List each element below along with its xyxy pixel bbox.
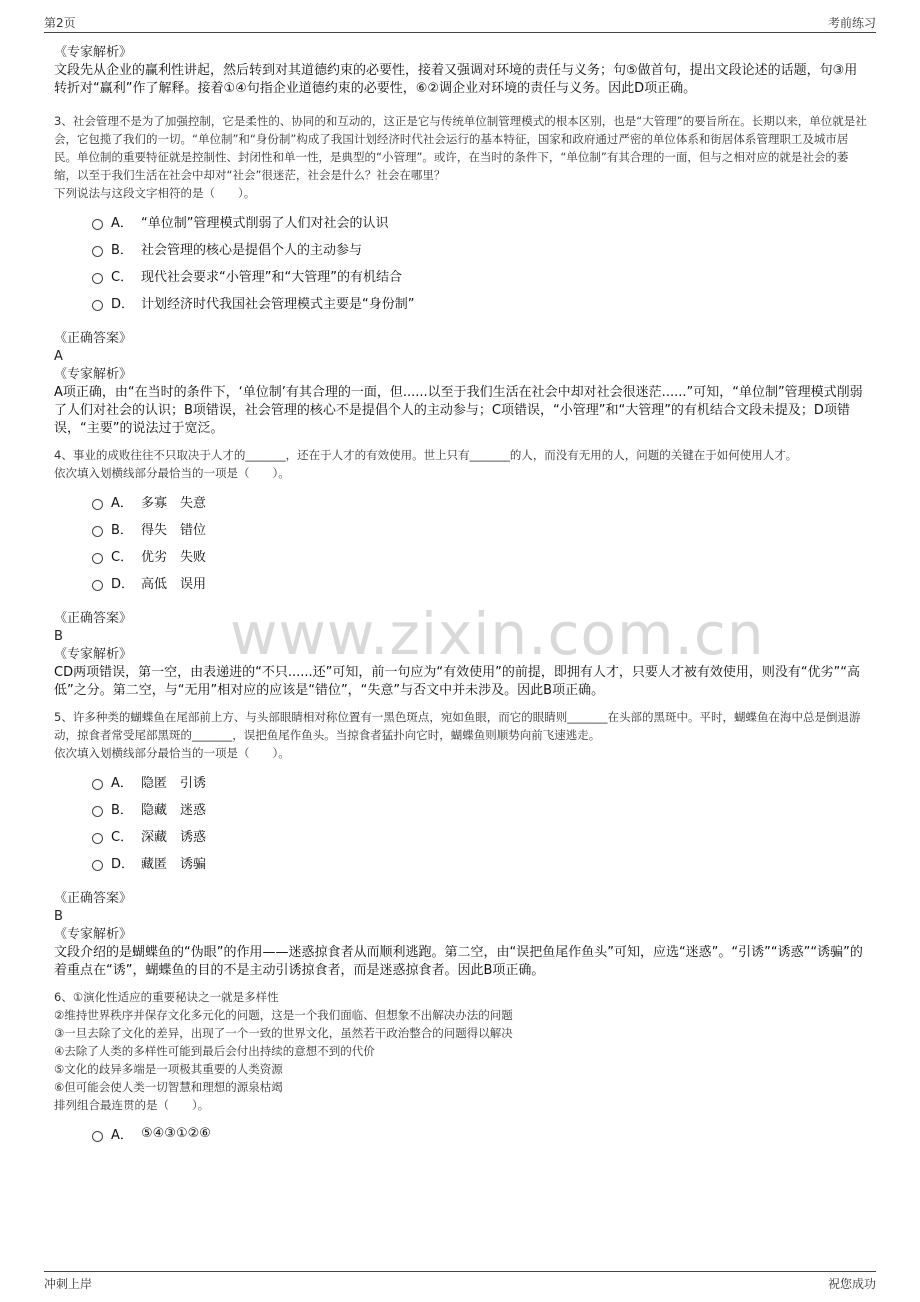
radio-icon[interactable] <box>92 806 103 817</box>
option-letter: A． <box>111 216 133 231</box>
option-text: 高低 误用 <box>141 577 207 592</box>
option-letter: B． <box>111 523 133 538</box>
sentence-line: ④去除了人类的多样性可能到最后会付出持续的意想不到的代价 <box>54 1044 375 1058</box>
option-letter: A． <box>111 1128 133 1143</box>
answer-value: A <box>54 349 63 364</box>
option-list <box>92 208 868 316</box>
radio-icon[interactable] <box>92 553 103 564</box>
option-letter: C． <box>111 270 134 285</box>
option-a[interactable] <box>92 208 868 235</box>
sentence-line: ③一旦去除了文化的差异，出现了一个一致的世界文化，虽然若干政治整合的问题得以解决 <box>54 1026 513 1040</box>
option-b[interactable] <box>92 235 868 262</box>
radio-icon[interactable] <box>92 246 103 257</box>
option-text: 隐匿 引诱 <box>141 776 207 791</box>
radio-icon[interactable] <box>92 779 103 790</box>
analysis-text: 文段先从企业的赢利性讲起，然后转到对其道德约束的必要性，接着又强调对环境的责任与义务；句⑤做首句，提出文段论述的话题，句③用转折对“赢利”作了解释。接着①④句指企业道德约束的必要性，⑥②调企业对环境的责任与义务。因此D项正确。 <box>54 63 858 96</box>
analysis-text: A项正确，由“在当时的条件下，‘单位制’有其合理的一面，但......以至于我们生活在社会中却对社会很迷茫......”可知，“单位制”管理模式削弱了人们对社会的认识；B项错误，社会管理的核心不是提倡个人的主动参与；C项错误，“小管理”和“大管理”的有机结合文段未提及；D项错误，“主要”的说法过于宽泛。 <box>54 385 863 436</box>
page-number: 第2页 <box>44 16 76 30</box>
analysis-label: 《专家解析》 <box>54 367 133 382</box>
option-d[interactable] <box>92 569 868 596</box>
question-prompt: 依次填入划横线部分最恰当的一项是（ ）。 <box>54 746 290 760</box>
analysis-label: 《专家解析》 <box>54 647 133 662</box>
question-prompt: 依次填入划横线部分最恰当的一项是（ ）。 <box>54 466 290 480</box>
radio-icon[interactable] <box>92 580 103 591</box>
option-text: 社会管理的核心是提倡个人的主动参与 <box>141 243 363 258</box>
option-text: 计划经济时代我国社会管理模式主要是“身份制” <box>141 297 415 312</box>
question-stem: 3、社会管理不是为了加强控制，它是柔性的、协同的和互动的，这正是它与传统单位制管理模式的根本区别，也是“大管理”的要旨所在。长期以来，单位就是社会，它包揽了我们的一切。“单位制”和“身份制”构成了我国计划经济时代社会运行的基本特征，国家和政府通过严密的单位体系和街居体系管理职工及城市居民。单位制的重要特征就是控制性、封闭性和单一性，是典型的“小管理”。或许，在当时的条件下，“单位制”有其合理的一面，但与之相对应的就是社会的萎缩，以至于我们生活在社会中却对“社会”很迷茫，社会是什么？社会在哪里？ <box>54 114 867 182</box>
radio-icon[interactable] <box>92 219 103 230</box>
option-letter: C． <box>111 830 134 845</box>
question-3 <box>54 112 868 438</box>
option-text: 得失 错位 <box>141 523 207 538</box>
answer-value: B <box>54 909 63 924</box>
analysis-label: 《专家解析》 <box>54 927 133 942</box>
radio-icon[interactable] <box>92 833 103 844</box>
option-list <box>92 768 868 876</box>
sentence-line: 6、①演化性适应的重要秘诀之一就是多样性 <box>54 990 279 1004</box>
option-a[interactable] <box>92 1120 868 1147</box>
option-a[interactable] <box>92 768 868 795</box>
option-text: 隐藏 迷惑 <box>141 803 207 818</box>
option-letter: A． <box>111 496 133 511</box>
sentence-line: ⑤文化的歧异多端是一项极其重要的人类资源 <box>54 1062 283 1076</box>
radio-icon[interactable] <box>92 860 103 871</box>
radio-icon[interactable] <box>92 526 103 537</box>
page-header <box>44 14 876 33</box>
footer-right: 祝您成功 <box>827 1277 876 1291</box>
page-content <box>54 44 868 1147</box>
question-prompt: 排列组合最连贯的是（ ）。 <box>54 1098 210 1112</box>
question-5 <box>54 708 868 980</box>
option-b[interactable] <box>92 795 868 822</box>
question-6 <box>54 988 868 1147</box>
watermark: www.zixin.com.cn <box>230 600 765 668</box>
option-letter: B． <box>111 803 133 818</box>
question-stem: 4、事业的成败往往不只取决于人才的_______，还在于人才的有效使用。世上只有_______的人，而没有无用的人，问题的关键在于如何使用人才。 <box>54 448 798 462</box>
option-list <box>92 1120 868 1147</box>
option-b[interactable] <box>92 515 868 542</box>
option-text: 现代社会要求“小管理”和“大管理”的有机结合 <box>141 270 402 285</box>
answer-label: 《正确答案》 <box>54 891 133 906</box>
option-c[interactable] <box>92 262 868 289</box>
option-list <box>92 488 868 596</box>
answer-value: B <box>54 629 63 644</box>
option-c[interactable] <box>92 822 868 849</box>
option-letter: D． <box>111 297 135 312</box>
option-c[interactable] <box>92 542 868 569</box>
radio-icon[interactable] <box>92 300 103 311</box>
option-text: “单位制”管理模式削弱了人们对社会的认识 <box>141 216 389 231</box>
option-a[interactable] <box>92 488 868 515</box>
option-text: 深藏 诱惑 <box>141 830 207 845</box>
page-footer <box>44 1271 876 1292</box>
question-prompt: 下列说法与这段文字相符的是（ ）。 <box>54 186 256 200</box>
analysis-text: 文段介绍的是蝴蝶鱼的“伪眼”的作用——迷惑掠食者从而顺利逃跑。第二空，由“误把鱼尾作鱼头”可知，应选“迷惑”。“引诱”“诱惑”“诱骗”的着重点在“诱”，蝴蝶鱼的目的不是主动引诱掠食者，而是迷惑掠食者。因此B项正确。 <box>54 945 863 978</box>
option-text: 优劣 失败 <box>141 550 207 565</box>
prev-analysis-block <box>54 44 868 98</box>
sentence-line: ⑥但可能会使人类一切智慧和理想的源泉枯竭 <box>54 1080 283 1094</box>
option-d[interactable] <box>92 289 868 316</box>
question-stem: 5、许多种类的蝴蝶鱼在尾部前上方、与头部眼睛相对称位置有一黑色斑点，宛如鱼眼，而它的眼睛则_______在头部的黑斑中。平时，蝴蝶鱼在海中总是倒退游动，掠食者常受尾部黑斑的_______，误把鱼尾作鱼头。当掠食者猛扑向它时，蝴蝶鱼则顺势向前飞速逃走。 <box>54 710 861 742</box>
option-text: ⑤④③①②⑥ <box>141 1126 211 1141</box>
option-letter: A． <box>111 776 133 791</box>
analysis-label: 《专家解析》 <box>54 45 133 60</box>
radio-icon[interactable] <box>92 1131 103 1142</box>
option-text: 藏匿 诱骗 <box>141 857 207 872</box>
option-text: 多寡 失意 <box>141 496 207 511</box>
radio-icon[interactable] <box>92 499 103 510</box>
option-letter: C． <box>111 550 134 565</box>
option-letter: D． <box>111 857 135 872</box>
analysis-text: CD两项错误，第一空，由表递进的“不只......还”可知，前一句应为“有效使用”的前提，即拥有人才，只要人才被有效使用，则没有“优劣”“高低”之分。第二空，与“无用”相对应的应该是“错位”，“失意”与否文中并未涉及。因此B项正确。 <box>54 665 861 698</box>
footer-left: 冲刺上岸 <box>44 1277 93 1291</box>
answer-label: 《正确答案》 <box>54 331 133 346</box>
option-letter: B． <box>111 243 133 258</box>
answer-label: 《正确答案》 <box>54 611 133 626</box>
option-d[interactable] <box>92 849 868 876</box>
header-title: 考前练习 <box>827 16 876 30</box>
sentence-line: ②维持世界秩序并保存文化多元化的问题，这是一个我们面临、但想象不出解决办法的问题 <box>54 1008 513 1022</box>
radio-icon[interactable] <box>92 273 103 284</box>
question-4 <box>54 446 868 700</box>
option-letter: D． <box>111 577 135 592</box>
